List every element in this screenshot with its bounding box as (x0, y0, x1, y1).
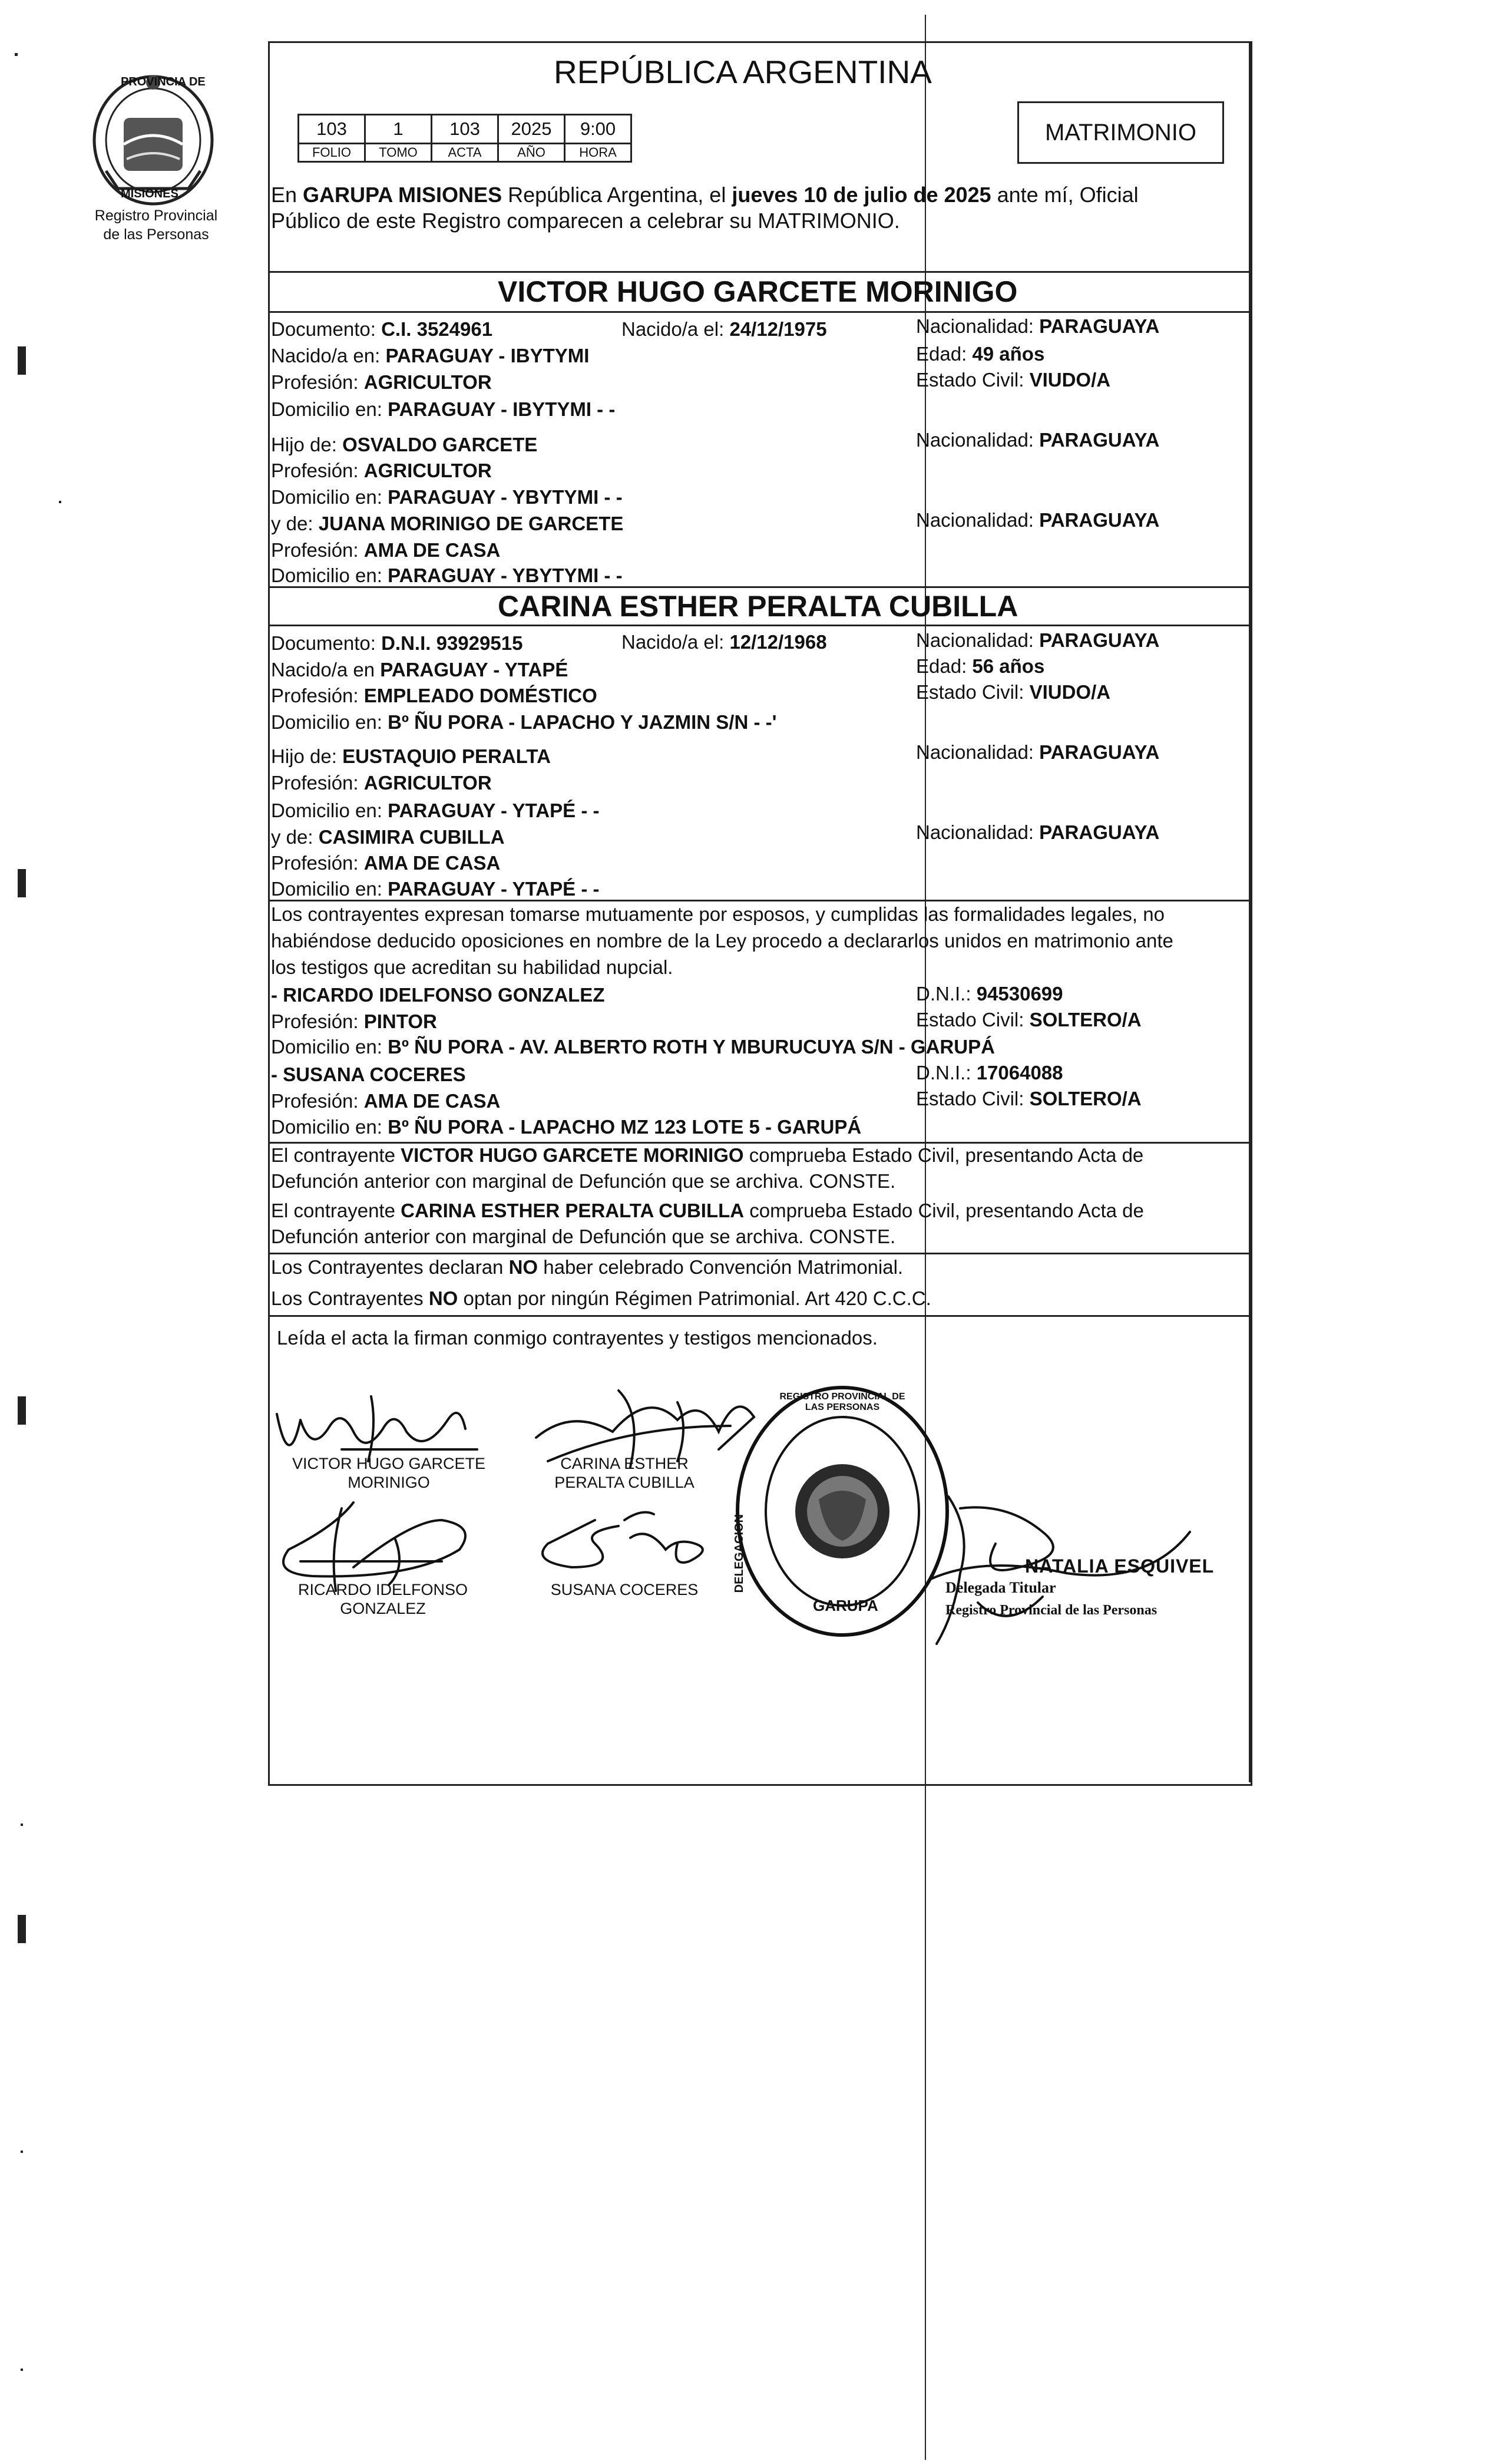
note1-line1: El contrayente VICTOR HUGO GARCETE MORINIGO comprueba Estado Civil, presentando Acta de (271, 1144, 1144, 1166)
folio-value: 103 (297, 114, 366, 144)
witness-intro-line3: los testigos que acreditan su habilidad nupcial. (271, 956, 673, 978)
groom-age: Edad: 49 años (916, 343, 1045, 365)
bride-birthdate: Nacido/a el: 12/12/1968 (621, 631, 827, 653)
witness2-document: D.N.I.: 17064088 (916, 1062, 1063, 1084)
groom-civil-status: Estado Civil: VIUDO/A (916, 369, 1111, 391)
signature-witness1-line1: RICARDO IDELFONSO (297, 1581, 468, 1598)
bride-mother: y de: CASIMIRA CUBILLA (271, 826, 505, 848)
bride-mother-domicile: Domicilio en: PARAGUAY - YTAPÉ - - (271, 878, 600, 900)
anio-label: AÑO (497, 143, 566, 163)
anio-value: 2025 (497, 114, 566, 144)
bride-mother-profession: Profesión: AMA DE CASA (271, 852, 501, 874)
regime-note: Los Contrayentes NO optan por ningún Régimen Patrimonial. Art 420 C.C.C. (271, 1287, 931, 1309)
bride-father-profession: Profesión: AGRICULTOR (271, 772, 492, 794)
seal-bottom-text: GARUPA (813, 1597, 878, 1614)
signature-bride-line2: PERALTA CUBILLA (554, 1474, 695, 1491)
note2-line2: Defunción anterior con marginal de Defunción que se archiva. CONSTE. (271, 1226, 896, 1247)
logo-caption-line2: de las Personas (103, 226, 209, 243)
convention-note: Los Contrayentes declaran NO haber celebrado Convención Matrimonial. (271, 1256, 904, 1278)
groom-birthdate: Nacido/a el: 24/12/1975 (621, 318, 827, 340)
hora-label: HORA (564, 143, 632, 163)
bride-age: Edad: 56 años (916, 655, 1045, 677)
closing-text: Leída el acta la firman conmigo contrayentes y testigos mencionados. (277, 1327, 878, 1349)
witness1-domicile: Domicilio en: Bº ÑU PORA - AV. ALBERTO ROTH Y MBURUCUYA S/N - GARUPÁ (271, 1036, 995, 1058)
bride-name: CARINA ESTHER PERALTA CUBILLA (498, 590, 1018, 623)
witness2-domicile: Domicilio en: Bº ÑU PORA - LAPACHO MZ 123 LOTE 5 - GARUPÁ (271, 1116, 862, 1138)
groom-name: VICTOR HUGO GARCETE MORINIGO (498, 275, 1018, 308)
bride-father-nationality: Nacionalidad: PARAGUAYA (916, 741, 1160, 763)
witness2-name: - SUSANA COCERES (271, 1063, 466, 1085)
bride-document: Documento: D.N.I. 93929515 (271, 632, 523, 654)
groom-mother: y de: JUANA MORINIGO DE GARCETE (271, 513, 624, 534)
hora-value: 9:00 (564, 114, 632, 144)
bride-nationality: Nacionalidad: PARAGUAYA (916, 629, 1160, 651)
witness2-civil-status: Estado Civil: SOLTERO/A (916, 1088, 1142, 1109)
groom-father-domicile: Domicilio en: PARAGUAY - YBYTYMI - - (271, 486, 623, 508)
groom-mother-domicile: Domicilio en: PARAGUAY - YBYTYMI - - (271, 564, 623, 586)
bride-civil-status: Estado Civil: VIUDO/A (916, 681, 1111, 703)
witness1-civil-status: Estado Civil: SOLTERO/A (916, 1009, 1142, 1030)
groom-domicile: Domicilio en: PARAGUAY - IBYTYMI - - (271, 398, 616, 420)
groom-nationality: Nacionalidad: PARAGUAYA (916, 315, 1160, 337)
signature-groom-line2: MORINIGO (348, 1474, 430, 1491)
logo-ring-bottom: MISIONES (121, 187, 178, 200)
witness2-profession: Profesión: AMA DE CASA (271, 1090, 501, 1112)
acta-label: ACTA (431, 143, 499, 163)
bride-birthplace: Nacido/a en PARAGUAY - YTAPÉ (271, 659, 568, 681)
bride-mother-nationality: Nacionalidad: PARAGUAYA (916, 821, 1160, 843)
witness-intro-line1: Los contrayentes expresan tomarse mutuamente por esposos, y cumplidas las formalidades legales, no (271, 903, 1165, 925)
signature-bride-line1: CARINA ESTHER (560, 1455, 689, 1472)
logo-ring-top: PROVINCIA DE (121, 75, 206, 88)
groom-mother-profession: Profesión: AMA DE CASA (271, 539, 501, 561)
intro-line2: Público de este Registro comparecen a celebrar su MATRIMONIO. (271, 209, 900, 233)
province-logo (82, 71, 224, 206)
note2-line1: El contrayente CARINA ESTHER PERALTA CUBILLA comprueba Estado Civil, presentando Acta de (271, 1200, 1144, 1221)
bride-domicile: Domicilio en: Bº ÑU PORA - LAPACHO Y JAZMIN S/N - -' (271, 711, 777, 733)
header-title: REPÚBLICA ARGENTINA (554, 54, 932, 90)
groom-birthplace: Nacido/a en: PARAGUAY - IBYTYMI (271, 345, 590, 366)
misiones-coat-of-arms-icon (82, 71, 224, 206)
tomo-label: TOMO (364, 143, 432, 163)
logo-caption-line1: Registro Provincial (94, 207, 218, 224)
seal-top-text: REGISTRO PROVINCIAL DE LAS PERSONAS (779, 1392, 905, 1412)
signature-witness2-line1: SUSANA COCERES (550, 1581, 699, 1598)
seal-left-text: DELEGACION (733, 1514, 746, 1593)
witness1-name: - RICARDO IDELFONSO GONZALEZ (271, 984, 605, 1006)
certificate-type-box: MATRIMONIO (1017, 101, 1224, 164)
groom-mother-nationality: Nacionalidad: PARAGUAYA (916, 509, 1160, 531)
bride-father: Hijo de: EUSTAQUIO PERALTA (271, 745, 551, 767)
official-organization: Registro Provincial de las Personas (945, 1603, 1158, 1618)
signature-witness1-line2: GONZALEZ (340, 1600, 426, 1617)
official-title: Delegada Titular (945, 1579, 1056, 1596)
groom-document: Documento: C.I. 3524961 (271, 318, 493, 340)
intro-line1: En GARUPA MISIONES República Argentina, el jueves 10 de julio de 2025 ante mí, Oficial (271, 183, 1139, 207)
folio-label: FOLIO (297, 143, 366, 163)
witness1-document: D.N.I.: 94530699 (916, 983, 1063, 1005)
bride-profession: Profesión: EMPLEADO DOMÉSTICO (271, 685, 597, 706)
witness1-profession: Profesión: PINTOR (271, 1010, 437, 1032)
groom-father-nationality: Nacionalidad: PARAGUAYA (916, 429, 1160, 451)
groom-profession: Profesión: AGRICULTOR (271, 371, 492, 393)
groom-father: Hijo de: OSVALDO GARCETE (271, 434, 538, 455)
bride-father-domicile: Domicilio en: PARAGUAY - YTAPÉ - - (271, 800, 600, 821)
official-name: NATALIA ESQUIVEL (1025, 1555, 1215, 1577)
acta-value: 103 (431, 114, 499, 144)
signature-groom-line1: VICTOR HUGO GARCETE (292, 1455, 486, 1472)
witness-intro-line2: habiéndose deducido oposiciones en nombre de la Ley procedo a declararlos unidos en matrimonio ante (271, 930, 1173, 952)
note1-line2: Defunción anterior con marginal de Defunción que se archiva. CONSTE. (271, 1170, 896, 1192)
tomo-value: 1 (364, 114, 432, 144)
groom-father-profession: Profesión: AGRICULTOR (271, 460, 492, 481)
